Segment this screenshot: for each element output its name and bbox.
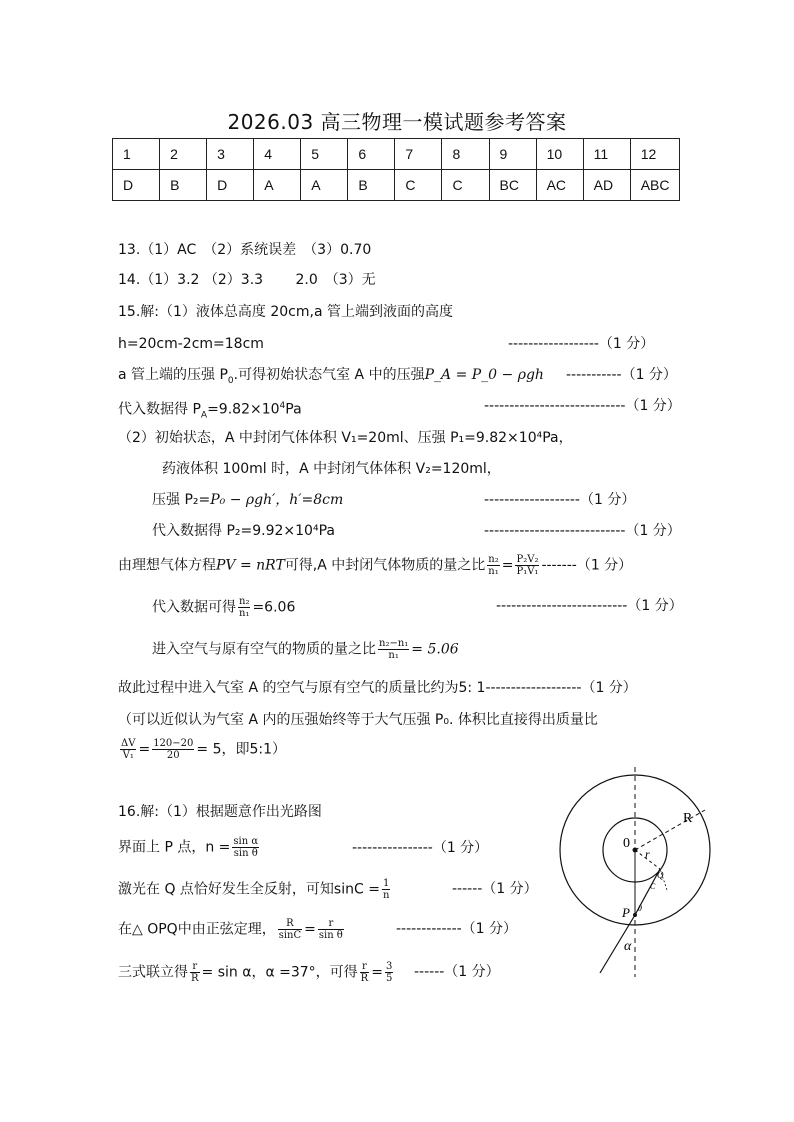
denominator: n xyxy=(382,890,390,901)
q16-line-5-text-b: = sin α，α =37°，可得 xyxy=(201,964,358,981)
numerator: n₂−n₁ xyxy=(379,638,409,649)
numerator: r xyxy=(318,918,344,930)
equals-sign: = xyxy=(304,921,316,938)
q15-line-11 xyxy=(152,638,459,661)
denominator: sin θ xyxy=(318,930,343,941)
q15-line-9-fraction-1 xyxy=(487,554,499,577)
q15-line-14-fraction-2 xyxy=(152,738,194,761)
answer-table-number-row xyxy=(113,139,680,170)
q15-line-3-sub: 0 xyxy=(227,375,234,386)
q15-line-7-text: 压强 P₂= xyxy=(152,492,211,508)
label-C: C xyxy=(650,882,656,891)
label-R: R xyxy=(683,811,693,826)
table-cell: 3 xyxy=(207,139,254,170)
q15-line-11-fraction xyxy=(378,638,409,661)
q15-line-3-text-b: .可得初始状态气室 A 中的压强 xyxy=(233,367,425,383)
q15-line-7-formula: P₀ − ρgh′，h′=8cm xyxy=(210,492,344,508)
q16-line-4 xyxy=(118,918,346,941)
denominator: n₁ xyxy=(388,650,399,661)
q15-line-10-score: --------------------------（1 分） xyxy=(496,598,683,614)
q15-line-9-text-b: 可得,A 中封闭气体物质的量之比 xyxy=(284,557,486,574)
q15-line-4-unit: Pa xyxy=(285,401,302,418)
numerator: r xyxy=(360,961,370,973)
q15-line-3-text-a: a 管上端的压强 P xyxy=(118,367,228,383)
equals-sign: = xyxy=(501,557,514,574)
table-cell: AD xyxy=(583,170,630,201)
q15-line-10 xyxy=(152,596,295,619)
q16-line-5-fraction-3 xyxy=(385,961,393,984)
numerator: ΔV xyxy=(121,738,136,749)
denominator: 5 xyxy=(385,973,393,984)
table-cell: 4 xyxy=(254,139,301,170)
table-cell: A xyxy=(254,170,301,201)
light-path-diagram xyxy=(555,765,715,980)
table-cell: A xyxy=(301,170,348,201)
q15-line-9-score: -------（1 分） xyxy=(541,557,633,574)
q16-line-4-fraction-2 xyxy=(318,918,344,941)
q15-line-9-formula: PV = nRT xyxy=(216,557,285,574)
numerator: 120−20 xyxy=(153,738,194,749)
label-P: P xyxy=(622,905,630,920)
numerator: 3 xyxy=(385,961,393,972)
q16-line-3-text: 激光在 Q 点恰好发生全反射，可知sinC = xyxy=(118,881,380,898)
denominator: R xyxy=(360,973,369,984)
q16-line-5-fraction-2 xyxy=(360,961,370,984)
q15-line-9 xyxy=(118,554,632,577)
denominator: V₁ xyxy=(122,750,134,761)
q16-line-5-fraction-1 xyxy=(190,961,200,984)
table-cell: C xyxy=(395,170,442,201)
table-cell: D xyxy=(113,170,160,201)
numerator: 1 xyxy=(382,878,390,889)
q16-line-2 xyxy=(118,836,261,859)
denominator: n₁ xyxy=(488,566,499,577)
table-cell: 10 xyxy=(536,139,583,170)
q14-answer: 14.（1）3.2 （2）3.3 2.0 （3）无 xyxy=(118,272,376,288)
equals-sign: = xyxy=(138,741,151,758)
q15-line-6: 药液体积 100ml 时，A 中封闭气体体积 V₂=120ml， xyxy=(162,461,501,477)
q15-line-4-value: =9.82×10 xyxy=(207,401,280,418)
q16-line-2-fraction xyxy=(232,836,259,859)
q13-answer: 13.（1）AC （2）系统误差 （3）0.70 xyxy=(118,242,372,258)
q15-line-11-text-a: 进入空气与原有空气的物质的量之比 xyxy=(152,641,376,658)
numerator: R xyxy=(278,918,302,930)
q16-line-5-score: ------（1 分） xyxy=(414,964,500,980)
table-cell: B xyxy=(160,170,207,201)
table-cell: 8 xyxy=(442,139,489,170)
q15-line-1: 15.解:（1）液体总高度 20cm,a 管上端到液面的高度 xyxy=(118,304,453,320)
table-cell: B xyxy=(348,170,395,201)
q16-line-3-fraction xyxy=(382,878,390,901)
table-cell: C xyxy=(442,170,489,201)
q15-line-8-score: ----------------------------（1 分） xyxy=(484,523,681,539)
label-O: 0 xyxy=(623,836,630,851)
label-r: r xyxy=(645,847,650,861)
q15-line-14-fraction-1 xyxy=(120,738,136,761)
q16-line-3 xyxy=(118,878,392,901)
q15-line-2-score: ------------------（1 分） xyxy=(508,336,655,352)
q15-line-14-text: = 5，即5:1） xyxy=(196,741,287,758)
q15-line-3-score: -----------（1 分） xyxy=(566,367,677,383)
answer-table-answer-row xyxy=(113,170,680,201)
point-P xyxy=(633,913,637,917)
table-cell: 7 xyxy=(395,139,442,170)
denominator: sinC xyxy=(278,930,302,941)
q15-line-11-text-b: = 5.06 xyxy=(411,641,459,658)
table-cell: 2 xyxy=(160,139,207,170)
q15-line-12: 故此过程中进入气室 A 的空气与原有空气的质量比约为5: 1-------------------（1 分） xyxy=(118,680,637,696)
table-cell: ABC xyxy=(630,170,679,201)
table-cell: 1 xyxy=(113,139,160,170)
radius-R-line xyxy=(635,810,705,850)
q15-line-2: h=20cm-2cm=18cm xyxy=(118,336,264,352)
q15-line-4-sup: 4 xyxy=(279,401,286,411)
table-cell: 6 xyxy=(348,139,395,170)
table-cell: 9 xyxy=(489,139,536,170)
q15-line-7 xyxy=(152,490,343,510)
q15-line-4-score: ----------------------------（1 分） xyxy=(484,398,681,414)
q15-line-5: （2）初始状态，A 中封闭气体体积 V₁=20ml、压强 P₁=9.82×10⁴Pa， xyxy=(118,430,573,446)
q15-line-13: （可以近似认为气室 A 内的压强始终等于大气压强 P₀. 体积比直接得出质量比 xyxy=(118,712,598,728)
denominator: P₁V₁ xyxy=(516,566,539,577)
table-cell: 12 xyxy=(630,139,679,170)
table-cell: BC xyxy=(489,170,536,201)
numerator: r xyxy=(190,961,200,973)
denominator: n₁ xyxy=(239,608,250,619)
q16-line-1: 16.解:（1）根据题意作出光路图 xyxy=(118,804,322,820)
q15-line-4 xyxy=(118,396,302,425)
label-theta: θ xyxy=(638,904,642,913)
q15-line-10-text-b: =6.06 xyxy=(252,599,296,616)
q15-line-3 xyxy=(118,365,544,391)
q16-line-4-score: -------------（1 分） xyxy=(396,921,518,937)
q16-line-4-fraction-1 xyxy=(278,918,302,941)
label-Q: Q xyxy=(657,870,664,880)
q15-line-9-fraction-2 xyxy=(515,554,539,577)
numerator: sin α xyxy=(233,836,259,847)
q16-line-4-text: 在△ OPQ中由正弦定理， xyxy=(118,921,276,938)
q15-line-10-text-a: 代入数据可得 xyxy=(152,599,236,616)
denominator: R xyxy=(191,973,199,984)
numerator: n₂ xyxy=(239,596,250,607)
q15-line-3-formula: P_A = P_0 − ρgh xyxy=(424,367,544,383)
denominator: 20 xyxy=(166,750,180,761)
q15-line-8: 代入数据得 P₂=9.92×10⁴Pa xyxy=(152,523,335,539)
page-title: 2026.03 高三物理一模试题参考答案 xyxy=(227,110,567,134)
equals-sign: = xyxy=(371,964,383,981)
table-cell: D xyxy=(207,170,254,201)
numerator: n₂ xyxy=(488,554,499,565)
q15-line-4-text: 代入数据得 P xyxy=(118,401,201,418)
q16-line-5 xyxy=(118,961,395,984)
table-cell: AC xyxy=(536,170,583,201)
q16-line-5-text-a: 三式联立得 xyxy=(118,964,188,981)
q15-line-10-fraction xyxy=(238,596,250,619)
label-alpha: α xyxy=(624,939,632,954)
center-point xyxy=(633,848,638,853)
q15-line-9-text-a: 由理想气体方程 xyxy=(118,557,216,574)
numerator: P₂V₂ xyxy=(516,554,539,565)
q15-line-7-score: -------------------（1 分） xyxy=(484,492,636,508)
q15-line-4-sub: A xyxy=(200,410,208,421)
denominator: sin θ xyxy=(233,848,258,859)
table-cell: 11 xyxy=(583,139,630,170)
table-cell: 5 xyxy=(301,139,348,170)
answer-table xyxy=(112,138,680,201)
q15-line-14 xyxy=(118,738,286,761)
q16-line-3-score: ------（1 分） xyxy=(452,881,538,897)
q16-line-2-text: 界面上 P 点，n = xyxy=(118,839,231,856)
q16-line-2-score: ----------------（1 分） xyxy=(352,840,489,856)
